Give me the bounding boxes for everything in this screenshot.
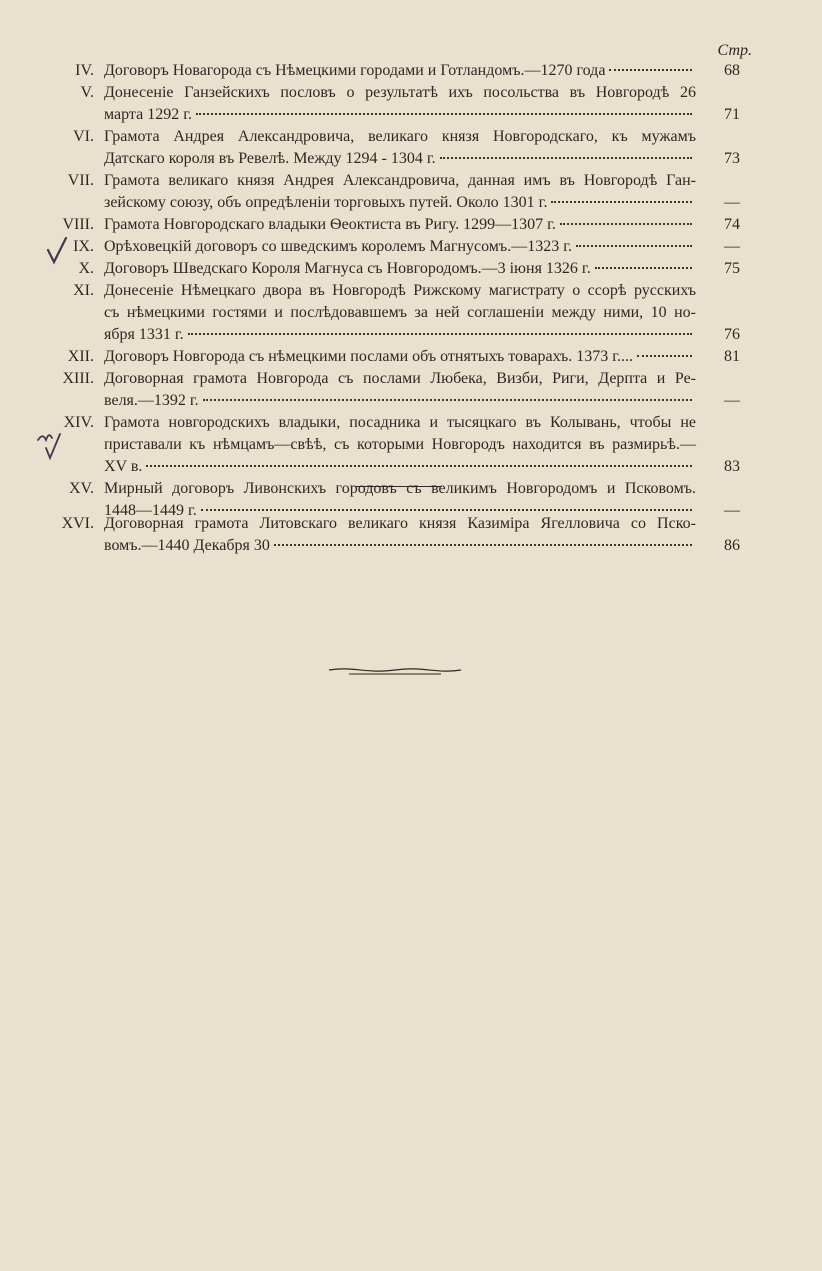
page-number: 68	[724, 62, 740, 79]
entry-number: IX.	[73, 238, 94, 255]
dot-leader	[637, 355, 692, 357]
entry-title-line	[104, 368, 696, 390]
entry-number: XIV.	[63, 414, 94, 431]
entry-number: X.	[78, 260, 94, 277]
entry-number: XI.	[73, 282, 94, 299]
entry-title	[104, 170, 696, 214]
toc-entry	[0, 60, 822, 82]
checkmark-annotation	[36, 426, 66, 462]
entry-title-line	[104, 412, 696, 434]
entry-number: XVI.	[61, 515, 94, 532]
toc-entry	[0, 170, 822, 214]
entry-title-text: XV в.	[104, 458, 143, 475]
entry-title-text: Договорная грамота Новгорода съ послами Любека, Визби, Риги, Дерпта и Ре-	[104, 370, 696, 387]
table-of-contents	[0, 60, 822, 522]
toc-entry	[0, 280, 822, 346]
entry-title-line	[104, 390, 696, 412]
page-number: —	[724, 392, 740, 409]
entry-title	[104, 280, 696, 346]
entry-title-line	[104, 535, 696, 557]
toc-entry	[0, 214, 822, 236]
entry-title	[104, 60, 696, 82]
entry-title-line	[104, 236, 696, 258]
entry-title-line	[104, 82, 696, 104]
section-divider	[356, 486, 442, 487]
entry-number: XII.	[67, 348, 94, 365]
entry-title-text: приставали къ нѣмцамъ—свѣѣ, съ которыми Новгородъ находится въ размирьѣ.—	[104, 436, 696, 453]
entry-title	[104, 126, 696, 170]
entry-number: IV.	[75, 62, 94, 79]
entry-title-line	[104, 478, 696, 500]
entry-title-text: марта 1292 г.	[104, 106, 192, 123]
dot-leader	[609, 69, 692, 71]
checkmark-annotation	[44, 236, 70, 266]
entry-title	[104, 346, 696, 368]
page-number: —	[724, 238, 740, 255]
dot-leader	[595, 267, 692, 269]
entry-number: V.	[80, 84, 94, 101]
toc-entry	[0, 258, 822, 280]
entry-title-line	[104, 513, 696, 535]
dot-leader	[560, 223, 692, 225]
entry-number: XV.	[68, 480, 94, 497]
entry-title-line	[104, 60, 696, 82]
toc-entry	[0, 368, 822, 412]
page-number: 81	[724, 348, 740, 365]
page-number: 75	[724, 260, 740, 277]
entry-title-text: съ нѣмецкими гостями и послѣдовавшемъ за ней соглашеніи между ними, 10 но-	[104, 304, 696, 321]
toc-entry	[0, 412, 822, 478]
entry-number: XIII.	[62, 370, 94, 387]
entry-title-line	[104, 104, 696, 126]
entry-number: VIII.	[62, 216, 94, 233]
page-number: 83	[724, 458, 740, 475]
entry-title-line	[104, 324, 696, 346]
dot-leader	[274, 544, 692, 546]
dot-leader	[551, 201, 692, 203]
entry-title	[104, 368, 696, 412]
entry-number: VI.	[73, 128, 94, 145]
dot-leader	[201, 509, 692, 511]
ornament-rule	[325, 664, 465, 680]
table-of-contents-appendix	[0, 513, 822, 557]
entry-title	[104, 236, 696, 258]
toc-entry	[0, 513, 822, 557]
page-column-label: Стр.	[717, 42, 752, 59]
page-number: —	[724, 194, 740, 211]
entry-title-text: Датскаго короля въ Ревелѣ. Между 1294 - 1304 г.	[104, 150, 436, 167]
entry-title-text: Грамота великаго князя Андрея Александровича, данная имъ въ Новгородѣ Ган-	[104, 172, 696, 189]
dot-leader	[146, 465, 692, 467]
entry-title-text: зейскому союзу, объ опредѣленіи торговыхъ путей. Около 1301 г.	[104, 194, 548, 211]
toc-entry	[0, 346, 822, 368]
entry-title	[104, 214, 696, 236]
entry-title	[104, 412, 696, 478]
entry-title-line	[104, 302, 696, 324]
entry-title-line	[104, 280, 696, 302]
entry-title-text: веля.—1392 г.	[104, 392, 199, 409]
entry-title	[104, 513, 696, 557]
entry-title-text: ября 1331 г.	[104, 326, 184, 343]
entry-title-text: Договоръ Шведскаго Короля Магнуса съ Новгородомъ.—3 іюня 1326 г.	[104, 260, 591, 277]
entry-title	[104, 82, 696, 126]
entry-title-text: Грамота Андрея Александровича, великаго князя Новгородскаго, къ мужамъ	[104, 128, 696, 145]
entry-title-text: Мирный договоръ Ливонскихъ городовъ съ великимъ Новгородомъ и Псковомъ.	[104, 480, 696, 497]
toc-entry	[0, 82, 822, 126]
page-number: 76	[724, 326, 740, 343]
entry-number: VII.	[67, 172, 94, 189]
entry-title-line	[104, 346, 696, 368]
toc-entry	[0, 236, 822, 258]
entry-title-text: Донесеніе Нѣмецкаго двора въ Новгородѣ Рижскому магистрату о ссорѣ русскихъ	[104, 282, 696, 299]
entry-title-line	[104, 214, 696, 236]
entry-title-line	[104, 192, 696, 214]
entry-title-text: Договоръ Новагорода съ Нѣмецкими городами и Готландомъ.—1270 года	[104, 62, 606, 79]
dot-leader	[440, 157, 692, 159]
dot-leader	[188, 333, 692, 335]
entry-title-line	[104, 126, 696, 148]
entry-title-text: 1448—1449 г.	[104, 502, 197, 519]
page-number: 86	[724, 537, 740, 554]
entry-title-line	[104, 170, 696, 192]
entry-title-text: Орѣховецкій договоръ со шведскимъ королемъ Магнусомъ.—1323 г.	[104, 238, 572, 255]
entry-title-text: вомъ.—1440 Декабря 30	[104, 537, 270, 554]
page-number: —	[724, 502, 740, 519]
page-number: 74	[724, 216, 740, 233]
entry-title-text: Грамота Новгородскаго владыки Ѳеоктиста въ Ригу. 1299—1307 г.	[104, 216, 556, 233]
dot-leader	[576, 245, 692, 247]
entry-title-text: Договоръ Новгорода съ нѣмецкими послами объ отнятыхъ товарахъ. 1373 г....	[104, 348, 633, 365]
entry-title-line	[104, 258, 696, 280]
toc-entry	[0, 126, 822, 170]
dot-leader	[203, 399, 692, 401]
page-number: 73	[724, 150, 740, 167]
page-number: 71	[724, 106, 740, 123]
entry-title-text: Донесеніе Ганзейскихъ пословъ о результатѣ ихъ посольства въ Новгородѣ 26	[104, 84, 696, 101]
entry-title-text: Договорная грамота Литовскаго великаго князя Казиміра Ягелловича со Пско-	[104, 515, 696, 532]
entry-title-line	[104, 434, 696, 456]
entry-title	[104, 258, 696, 280]
entry-title-line	[104, 148, 696, 170]
entry-title-line	[104, 456, 696, 478]
dot-leader	[196, 113, 692, 115]
entry-title-text: Грамота новгородскихъ владыки, посадника и тысяцкаго въ Колывань, чтобы не	[104, 414, 696, 431]
